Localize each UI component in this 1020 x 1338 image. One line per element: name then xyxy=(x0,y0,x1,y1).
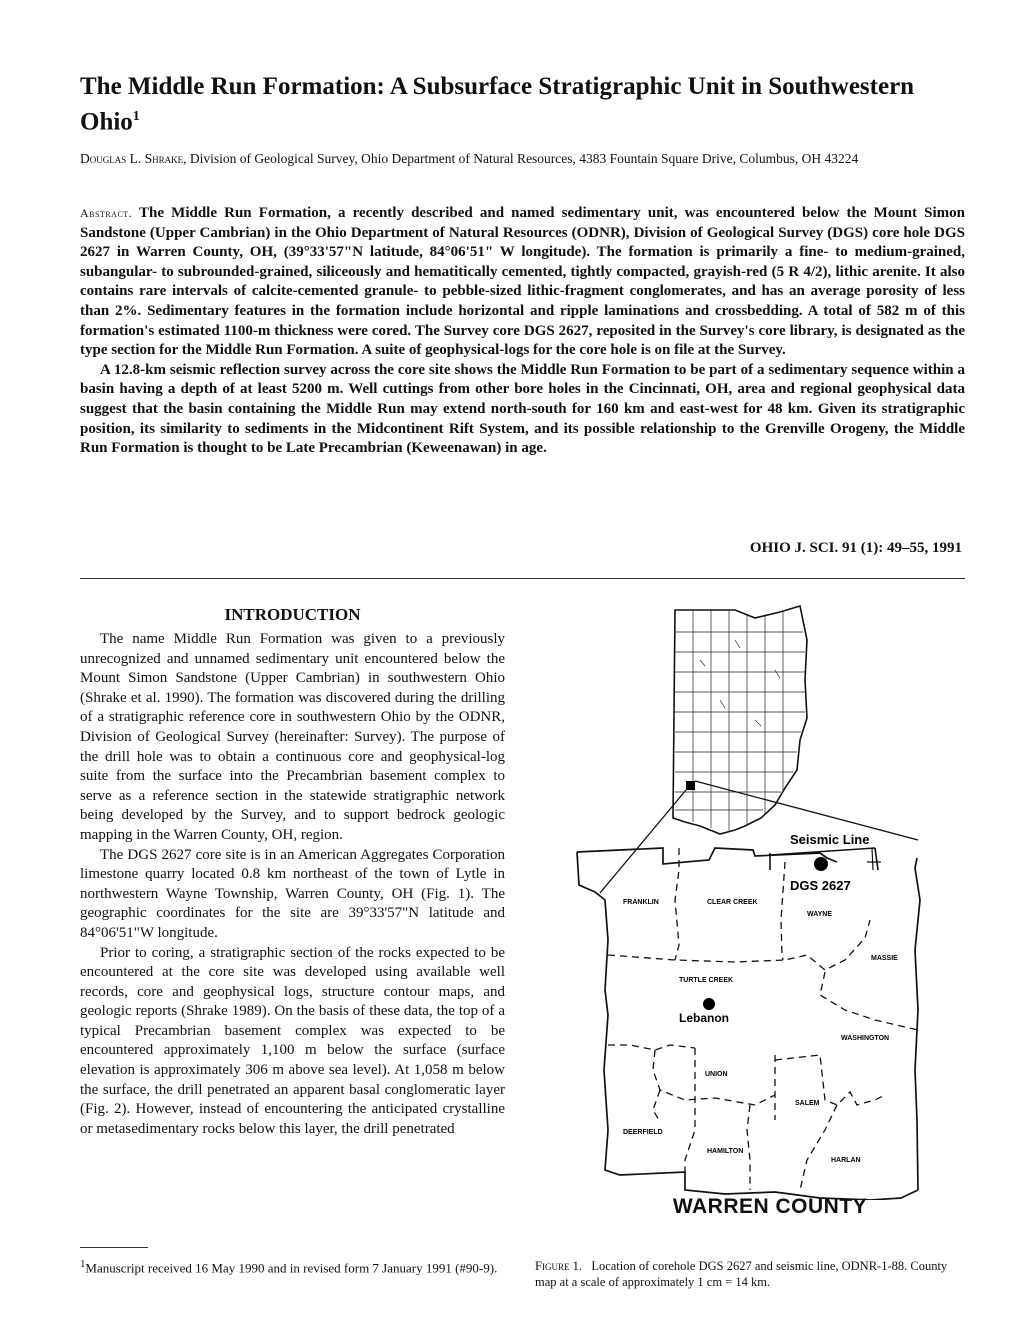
label-dgs-2627: DGS 2627 xyxy=(790,878,851,893)
author-line xyxy=(80,150,965,168)
county-map-title: WARREN COUNTY xyxy=(672,1195,868,1218)
label-wayne: WAYNE xyxy=(807,911,833,918)
introduction-paragraph: The DGS 2627 core site is in an American Aggregates Corporation limestone quarry located 0.8 km northeast of the town of Lytle in northwestern Wayne Township, Warren County, OH (Fig. 1). The geographic coordinates for the site are 39°33'57"N latitude and 84°06'51"W longitude. xyxy=(80,846,505,941)
caption-text: Location of corehole DGS 2627 and seismic line, ODNR-1-88. County map at a scale of approximately 1 cm = 14 km. xyxy=(535,1259,948,1289)
author-affiliation: , Division of Geological Survey, Ohio Department of Natural Resources, 4383 Fountain Square Drive, Columbus, OH 43224 xyxy=(183,151,859,166)
introduction-paragraph: Prior to coring, a stratigraphic section of the rocks expected to be encountered at the core site was developed using available well records, core and geophysical logs, structure contour maps, and geologic reports (Shrake 1989). On the basis of these data, the top of a typical Precambrian basement complex was expected to be encountered approximately 1,100 m below the surface (surface elevation is approximately 306 m above sea level). At 1,058 m below the surface, the drill penetrated an apparent basal conglomeratic layer (Fig. 2). However, instead of encountering the anticipated crystalline or metasedimentary rocks below this layer, the drill penetrated xyxy=(80,944,505,1137)
label-washington: WASHINGTON xyxy=(841,1035,890,1042)
journal-citation: OHIO J. SCI. 91 (1): 49–55, 1991 xyxy=(749,540,962,556)
label-harlan: HARLAN xyxy=(831,1157,861,1164)
footnote-mark: 1 xyxy=(80,1258,86,1270)
title-text: The Middle Run Formation: A Subsurface Stratigraphic Unit in Southwestern Ohio xyxy=(80,73,915,136)
section-divider xyxy=(80,578,965,579)
label-union: UNION xyxy=(705,1071,728,1078)
figure-label: Figure 1. xyxy=(535,1259,582,1273)
introduction-heading: INTRODUCTION xyxy=(224,605,361,624)
warren-county-map xyxy=(575,600,965,1200)
label-massie: MASSIE xyxy=(871,955,898,962)
figure-caption xyxy=(535,1258,965,1290)
abstract-paragraph-1 xyxy=(80,204,965,361)
label-salem: SALEM xyxy=(795,1100,820,1107)
dgs-2627-site-marker xyxy=(814,857,828,871)
abstract-text-1: The Middle Run Formation, a recently described and named sedimentary unit, was encountered below the Mount Simon Sandstone (Upper Cambrian) in the Ohio Department of Natural Resources (ODNR), Division of Geological Survey (DGS) core hole DGS 2627 in Warren County, OH, (39°33'57"N latitude, 84°06'51" W longitude). The formation is primarily a fine- to medium-grained, subangular- to subrounded-grained, siliceously and hematitically cemented, tightly compacted, grayish-red (5 R 4/2), lithic arenite. It also contains rare intervals of calcite-cemented granule- to pebble-sized lithic-fragment conglomerates, and has an average porosity of less than 2%. Sedimentary features in the formation include horizontal and ripple laminations and crossbedding. A total of 582 m of this formation's estimated 1100-m thickness were cored. The Survey core DGS 2627, reposited in the Survey's core library, is designated as the type section for the Middle Run Formation. A suite of geophysical-logs for the core hole is on file at the Survey. xyxy=(80,205,965,359)
title-footnote-mark: 1 xyxy=(132,109,140,124)
footnote-divider xyxy=(80,1247,148,1248)
label-lebanon: Lebanon xyxy=(679,1011,729,1025)
abstract xyxy=(80,204,965,459)
footnote xyxy=(80,1256,510,1276)
author-name: Douglas L. Shrake xyxy=(80,151,184,166)
label-hamilton: HAMILTON xyxy=(707,1148,744,1155)
label-deerfield: DEERFIELD xyxy=(623,1129,663,1136)
ohio-county-grid xyxy=(675,610,805,832)
label-seismic-line: Seismic Line xyxy=(790,832,870,847)
abstract-paragraph-2: A 12.8-km seismic reflection survey across the core site shows the Middle Run Formation to be part of a sedimentary sequence within a basin having a depth of at least 5200 m. Well cuttings from other bore holes in the Cincinnati, OH, area and regional geophysical data suggest that the basin containing the Middle Run may extend north-south for 160 km and east-west for 48 km. Given its stratigraphic position, its similarity to sediments in the Midcontinent Rift System, and its possible relationship to the Grenville Orogeny, the Middle Run Formation is thought to be Late Precambrian (Keweenawan) in age. xyxy=(80,361,965,457)
introduction-body xyxy=(80,630,505,1139)
lebanon-marker xyxy=(703,998,715,1010)
label-turtle-creek: TURTLE CREEK xyxy=(679,977,734,984)
zoom-lines xyxy=(600,781,918,893)
paper-title xyxy=(80,72,960,137)
introduction-paragraph: The name Middle Run Formation was given to a previously unrecognized and unnamed sedimentary unit encountered below the Mount Simon Sandstone (Upper Cambrian) in southwestern Ohio (Shrake et al. 1990). The formation was discovered during the drilling of a stratigraphic reference core in southwestern Ohio by the ODNR, Division of Geological Survey (hereinafter: Survey). The purpose of the drill hole was to obtain a continuous core and geophysical-log suite from the surface into the Precambrian basement complex to serve as a reference section in the statewide stratigraphic network being developed by the Survey, and to support bedrock geologic mapping in the Warren County, OH, region. xyxy=(80,631,505,843)
footnote-text: Manuscript received 16 May 1990 and in revised form 7 January 1991 (#90-9). xyxy=(85,1260,498,1276)
warren-county-marker xyxy=(686,781,695,790)
abstract-label: Abstract. xyxy=(80,206,133,220)
label-franklin: FRANKLIN xyxy=(623,899,659,906)
label-clear-creek: CLEAR CREEK xyxy=(707,899,758,906)
